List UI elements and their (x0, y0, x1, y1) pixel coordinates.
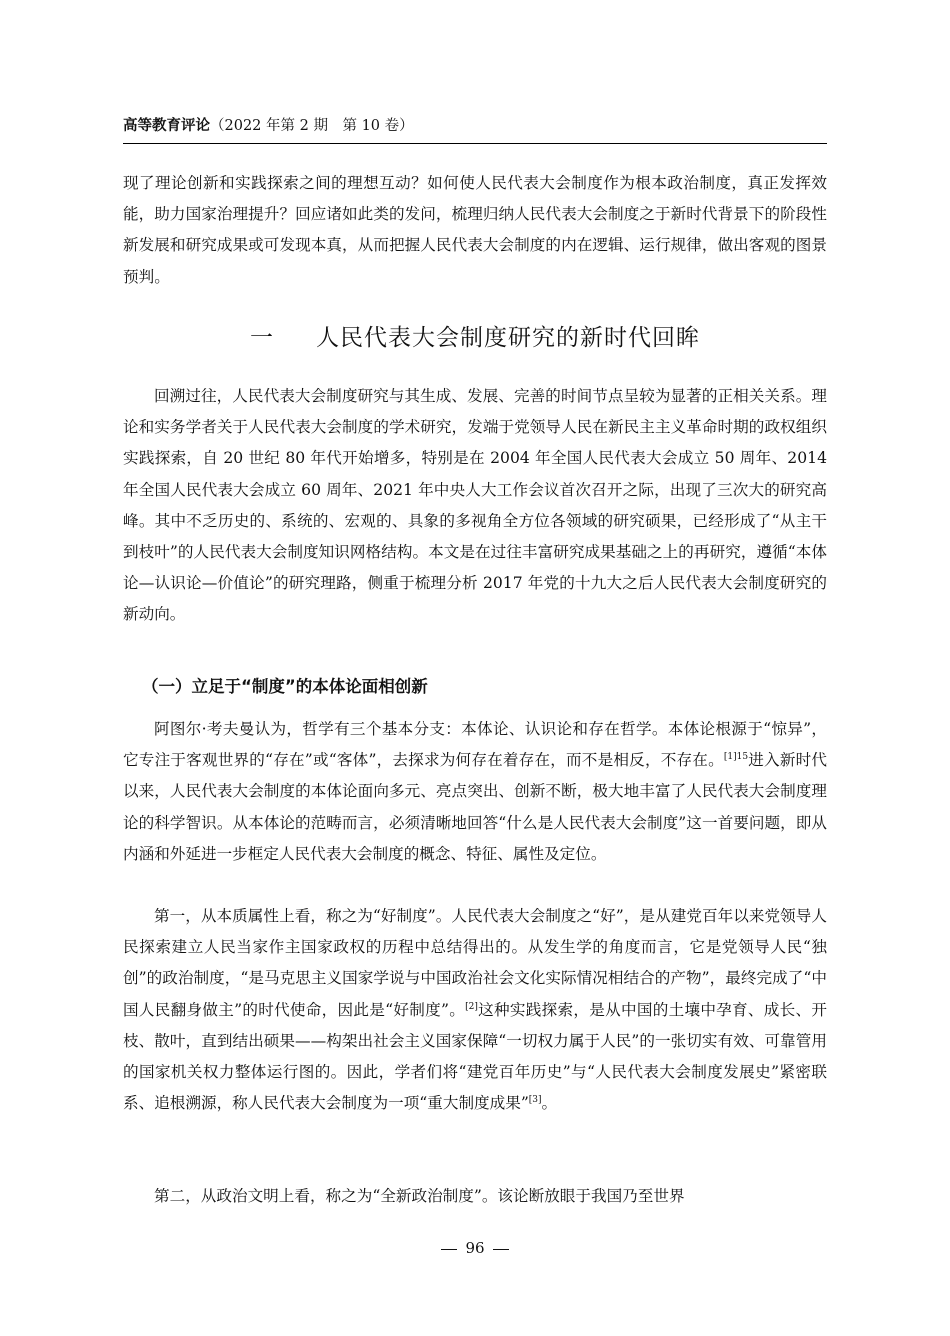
paragraph-3-part-b: 这种实践探索，是从中国的土壤中孕育、成长、开枝、散叶，直到结出硕果——构架出社会主义国家保障“一切权力属于人民”的一张切实有效、可靠管用的国家机关权力整体运行图的。因此，学者们将“建党百年历史”与“人民代表大会制度发展史”紧密联系、追根溯源，称人民代表大会制度为一项“重大制度成果” (123, 1000, 827, 1113)
citation-1: [1]15 (723, 752, 749, 763)
paragraph-2 (123, 714, 827, 870)
paragraph-3-part-c: 。 (541, 1094, 558, 1113)
issue-info: （2022 年第 2 期 第 10 卷） (210, 118, 414, 134)
subsection-heading: （一）立足于“制度”的本体论面相创新 (142, 677, 428, 696)
page-footer (0, 1235, 950, 1261)
running-header (123, 113, 827, 144)
journal-name: 高等教育评论 (123, 118, 210, 134)
section-number: 一 (250, 325, 274, 351)
paragraph-1-text: 回溯过往，人民代表大会制度研究与其生成、发展、完善的时间节点呈较为显著的正相关关系。理论和实务学者关于人民代表大会制度的学术研究，发端于党领导人民在新民主主义革命时期的政权组织实践探索，自 20 世纪 80 年代开始增多，特别是在 2004 年全国人民代表大会成立 50 周年、2014 年全国人民代表大会成立 60 周年、2021 年中央人大工作会议首次召开之际，出现了三次大的研究高峰。其中不乏历史的、系统的、宏观的、具象的多视角全方位各领域的研究硕果，已经形成了“从主干到枝叶”的人民代表大会制度知识网格结构。本文是在过往丰富研究成果基础之上的再研究，遵循“本体论—认识论—价值论”的研究理路，侧重于梳理分析 2017 年党的十九大之后人民代表大会制度研究的新动向。 (123, 387, 827, 624)
paragraph-4-text: 第二，从政治文明上看，称之为“全新政治制度”。该论断放眼于我国乃至世界 (154, 1187, 685, 1205)
intro-paragraph (123, 168, 827, 293)
citation-3: [3] (528, 1095, 542, 1106)
left-dash (441, 1249, 457, 1250)
section-title: 人民代表大会制度研究的新时代回眸 (316, 325, 700, 351)
paragraph-2-part-b: 进入新时代以来，人民代表大会制度的本体论面向多元、亮点突出、创新不断，极大地丰富了人民代表大会制度理论的科学智识。从本体论的范畴而言，必须清晰地回答“什么是人民代表大会制度”这一首要问题，即从内涵和外延进一步框定人民代表大会制度的概念、特征、属性及定位。 (123, 751, 827, 863)
page-number: 96 (465, 1239, 485, 1257)
paragraph-3-text (123, 901, 827, 1119)
citation-2: [2] (465, 1001, 478, 1012)
right-dash (493, 1249, 509, 1250)
paragraph-3 (123, 901, 827, 1119)
paragraph-4 (123, 1181, 827, 1212)
section-heading (123, 318, 827, 358)
paragraph-2-text (123, 714, 827, 870)
paragraph-2-part-a: 阿图尔·考夫曼认为，哲学有三个基本分支：本体论、认识论和存在哲学。本体论根源于“惊异”，它专注于客观世界的“存在”或“客体”，去探求为何存在着存在，而不是相反，不存在。 (123, 720, 827, 770)
paragraph-1 (123, 381, 827, 631)
intro-text: 现了理论创新和实践探索之间的理想互动？如何使人民代表大会制度作为根本政治制度，真正发挥效能，助力国家治理提升？回应诸如此类的发问，梳理归纳人民代表大会制度之于新时代背景下的阶段性新发展和研究成果或可发现本真，从而把握人民代表大会制度的内在逻辑、运行规律，做出客观的图景预判。 (123, 174, 827, 286)
paragraph-3-part-a: 第一，从本质属性上看，称之为“好制度”。人民代表大会制度之“好”，是从建党百年以来党领导人民探索建立人民当家作主国家政权的历程中总结得出的。从发生学的角度而言，它是党领导人民“独创”的政治制度，“是马克思主义国家学说与中国政治社会文化实际情况相结合的产物”，最终完成了“中国人民翻身做主”的时代使命，因此是“好制度”。 (123, 907, 827, 1019)
